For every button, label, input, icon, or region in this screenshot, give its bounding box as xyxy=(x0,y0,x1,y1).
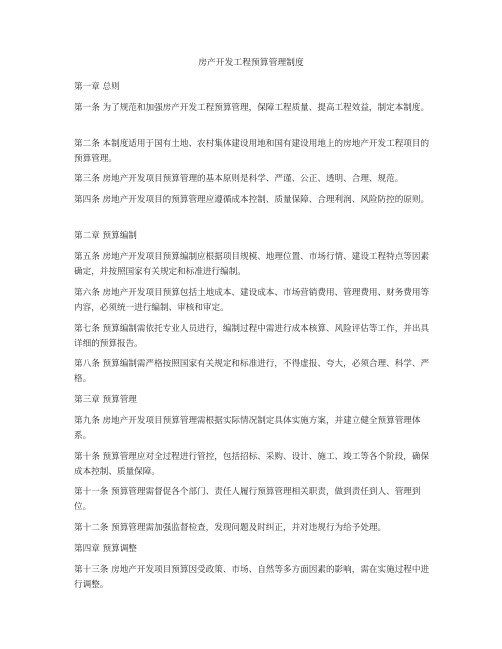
article-paragraph: 第八条 预算编制需严格按照国家有关规定和标准进行，不得虚报、夸大，必须合理、科学、严格。 xyxy=(74,359,430,384)
chapter-heading: 第四章 预算调整 xyxy=(74,544,137,554)
article-paragraph: 第四条 房地产开发项目的预算管理应遵循成本控制、质量保障、合理利润、风险防控的原则。 xyxy=(74,195,430,205)
article-paragraph: 第九条 房地产开发项目预算管理需根据实际情况制定具体实施方案，并建立健全预算管理体系。 xyxy=(74,416,421,441)
article-paragraph: 第十二条 预算管理需加强监督检查，发现问题及时纠正，并对违规行为给予处理。 xyxy=(74,523,387,533)
article-paragraph: 第十一条 预算管理需督促各个部门、责任人履行预算管理相关职责，做到责任到人、管理到位。 xyxy=(74,487,421,512)
chapter-heading: 第二章 预算编制 xyxy=(74,231,137,241)
article-paragraph: 第六条 房地产开发项目预算包括土地成本、建设成本、市场营销费用、管理费用、财务费用等内容，必须统一进行编制、审核和审定。 xyxy=(74,288,430,313)
article-paragraph: 第一条 为了规范和加强房产开发工程预算管理，保障工程质量、提高工程效益，制定本制度。 xyxy=(74,103,430,113)
chapter-heading: 第一章 总则 xyxy=(74,82,120,92)
article-paragraph: 第二条 本制度适用于国有土地、农村集体建设用地和国有建设用地上的房地产开发工程项目的预算管理。 xyxy=(74,139,430,164)
article-paragraph: 第十条 预算管理应对全过程进行管控，包括招标、采购、设计、施工、竣工等各个阶段，确保成本控制、质量保障。 xyxy=(74,452,430,477)
chapter-heading: 第三章 预算管理 xyxy=(74,395,137,405)
article-paragraph: 第五条 房地产开发项目预算编制应根据项目规模、地理位置、市场行情、建设工程特点等因素确定，并按照国家有关规定和标准进行编制。 xyxy=(74,252,430,277)
article-paragraph: 第十三条 房地产开发项目预算因受政策、市场、自然等多方面因素的影响，需在实施过程中进行调整。 xyxy=(74,565,430,590)
article-paragraph: 第三条 房地产开发项目预算管理的基本原则是科学、严谨、公正、透明、合理、规范。 xyxy=(74,174,404,184)
article-paragraph: 第七条 预算编制需依托专业人员进行，编制过程中需进行成本核算、风险评估等工作，并出具详细的预算报告。 xyxy=(74,324,430,349)
document-title: 房产开发工程预算管理制度 xyxy=(198,58,304,68)
